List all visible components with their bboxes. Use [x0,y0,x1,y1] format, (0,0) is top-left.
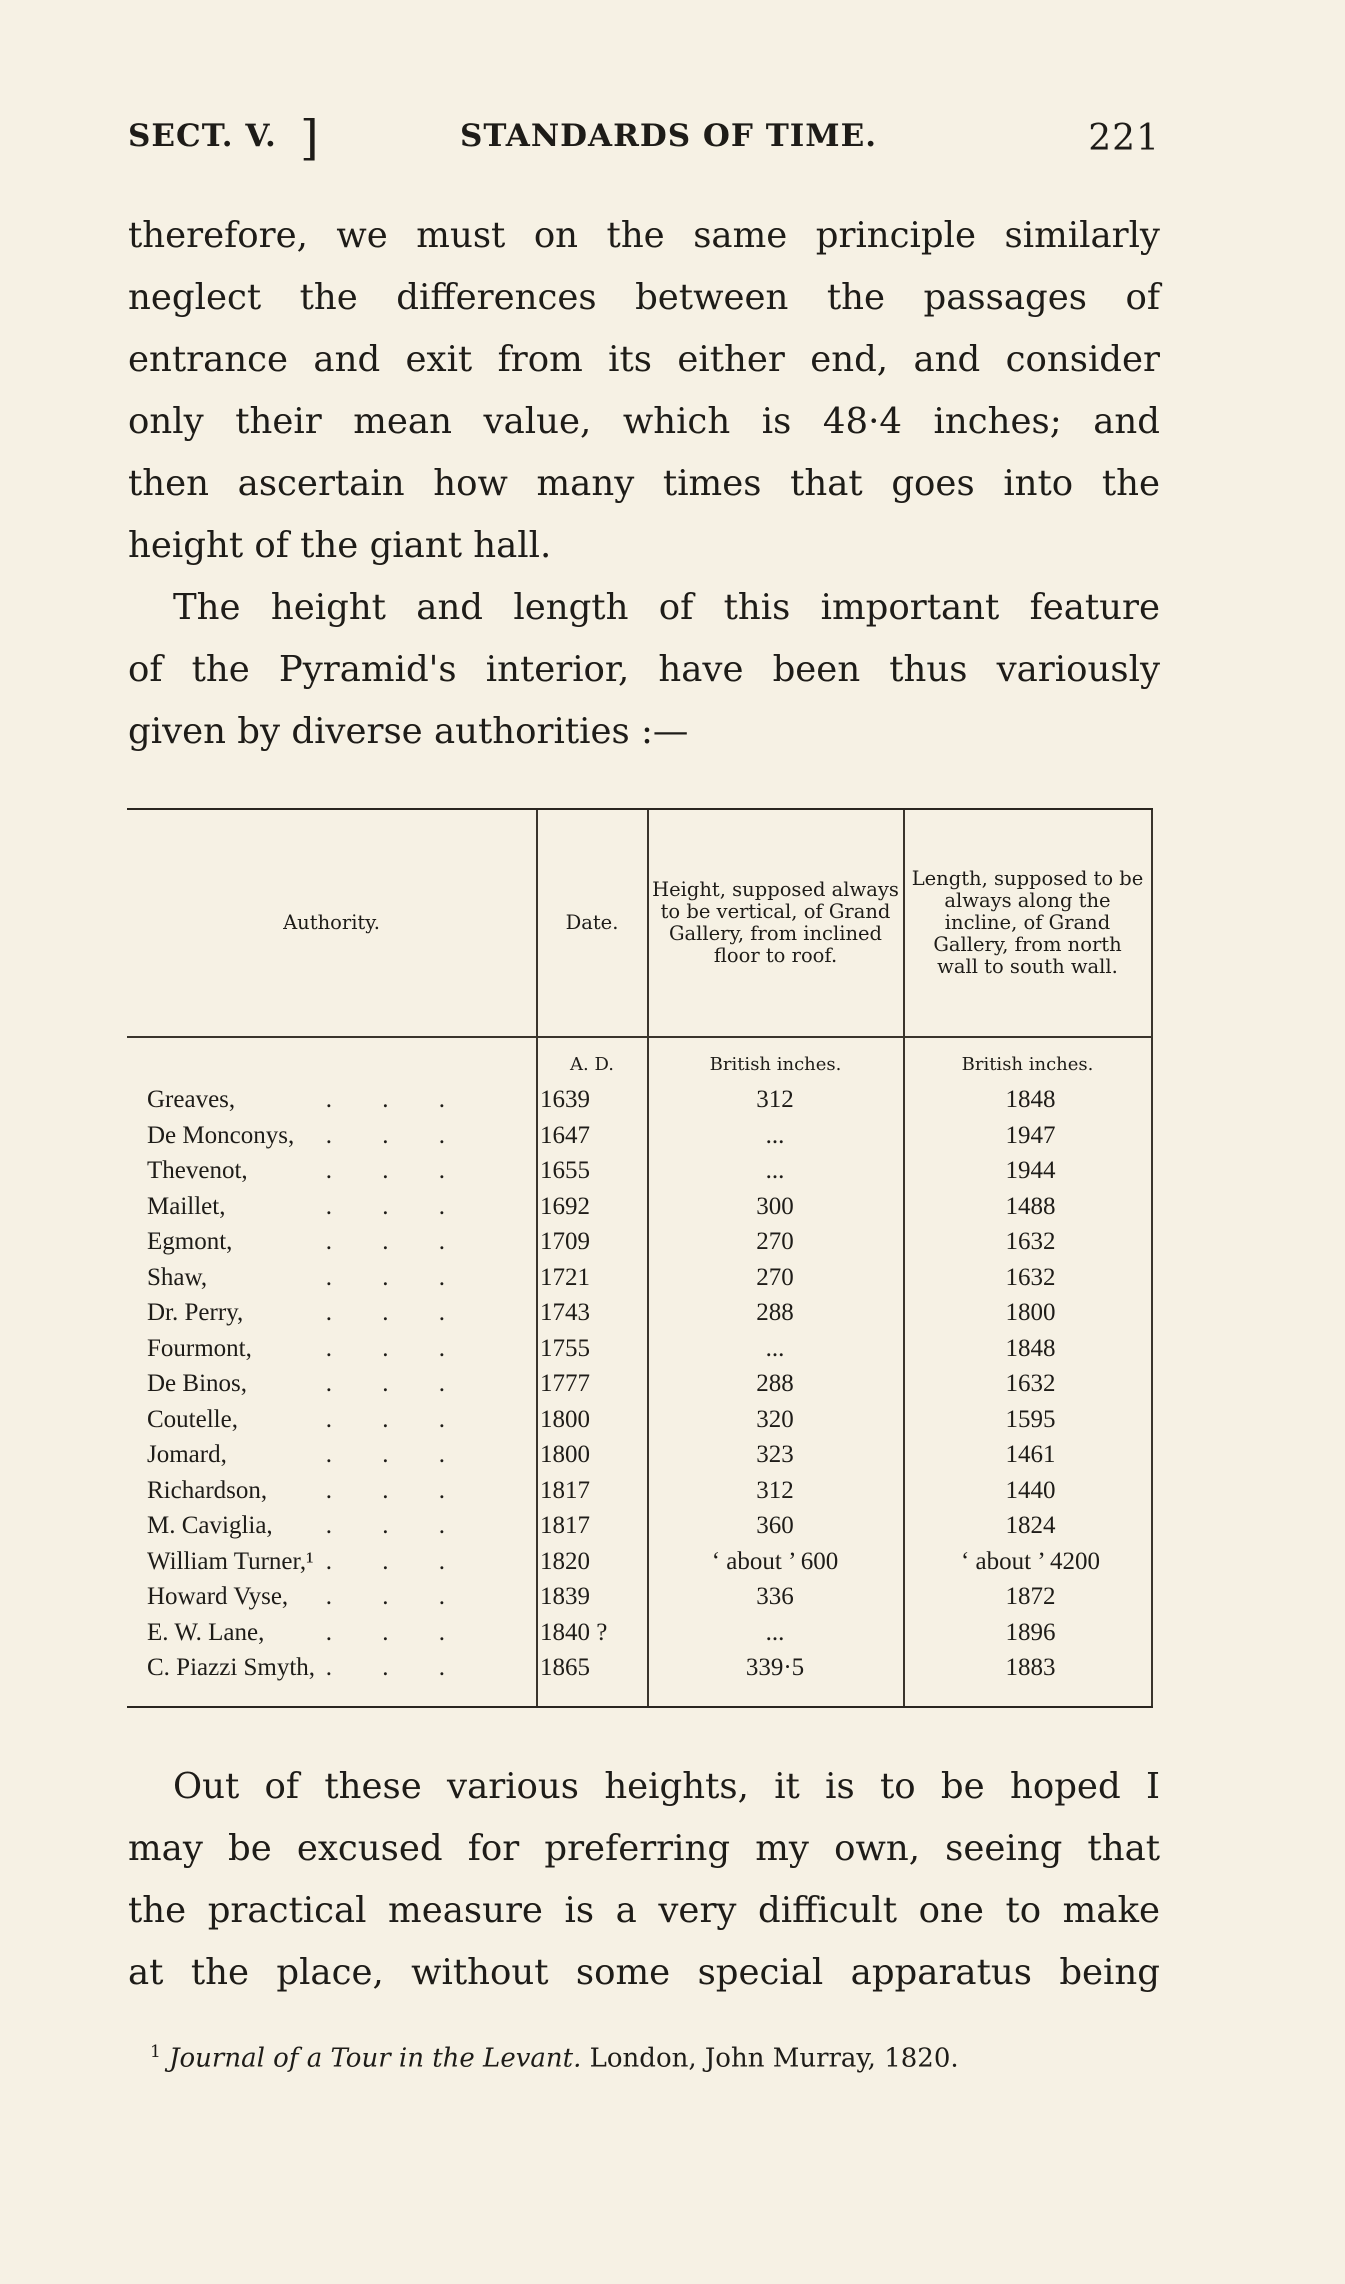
footnote [150,2042,1160,2074]
dot-leader: . . . [325,1228,467,1255]
height-cell: ... [765,1618,785,1646]
authority-cell [147,1366,467,1402]
length-cell: 1488 [1005,1192,1056,1220]
date-cell: 1817 [540,1512,590,1539]
footnote-publisher: London, John Murray, 1820. [589,2043,959,2074]
height-cell: 336 [756,1583,794,1610]
height-cell: 300 [756,1192,794,1220]
authority-name: Dr. Perry, [147,1299,244,1326]
date-cell: 1817 [540,1476,590,1504]
table-row [127,1650,1153,1686]
section-label: SECT. V. [128,118,277,154]
authority-name: Richardson, [147,1476,268,1504]
length-cell: 1848 [1005,1086,1056,1113]
table-row [127,1260,1153,1296]
length-cell: 1824 [1005,1512,1056,1539]
authority-name: Thevenot, [147,1157,248,1184]
date-cell: 1777 [540,1370,590,1397]
length-cell: 1632 [1005,1370,1056,1397]
date-cell: 1721 [540,1263,590,1291]
length-cell: ‘ about ’ 4200 [960,1547,1101,1575]
authority-name: Egmont, [147,1228,233,1255]
dot-leader: . . . [325,1299,467,1326]
header-length: Length, supposed to be always along the incline, of Grand Gallery, from north wall to south wall. [911,867,1144,978]
authority-name: Shaw, [147,1263,208,1291]
units-height: British inches. [709,1054,842,1075]
running-head [128,110,1160,168]
table-row [127,1402,1153,1438]
text-line: height of the giant hall. [128,525,552,566]
header-height: Height, supposed always to be vertical, of Grand Gallery, from inclined floor to roof. [652,878,899,967]
authority-name: William Turner,¹ [147,1547,314,1575]
header-authority: Authority. [283,911,380,934]
authority-name: Greaves, [147,1086,236,1113]
height-cell: 270 [756,1263,794,1291]
authority-name: C. Piazzi Smyth, [147,1654,316,1681]
units-date: A. D. [570,1054,614,1075]
table-row [127,1295,1153,1331]
date-cell: 1839 [540,1583,590,1610]
text-line: at the place, without some special apparatus being [128,1952,1160,1993]
dot-leader: . . . [325,1192,467,1220]
height-cell: 312 [756,1086,794,1113]
dot-leader: . . . [325,1618,467,1646]
dot-leader: . . . [325,1370,467,1397]
date-cell: 1639 [540,1086,590,1113]
authority-name: Maillet, [147,1192,226,1220]
text-line: neglect the differences between the passages of [128,277,1160,318]
dot-leader: . . . [325,1476,467,1504]
length-cell: 1461 [1005,1441,1056,1468]
height-cell: ... [765,1121,785,1149]
header-rule [127,1036,1153,1038]
length-cell: 1632 [1005,1228,1056,1255]
text-line: may be excused for preferring my own, seeing that [128,1828,1160,1869]
authority-cell [147,1260,467,1296]
table-row [127,1224,1153,1260]
text-line: Out of these various heights, it is to be hoped I [173,1766,1160,1807]
dot-leader: . . . [325,1654,467,1681]
table-row [127,1508,1153,1544]
authority-cell [147,1650,467,1686]
table-row [127,1331,1153,1367]
table-row [127,1082,1153,1118]
authority-name: De Binos, [147,1370,247,1397]
authority-cell [147,1579,467,1615]
table-row [127,1579,1153,1615]
length-cell: 1883 [1005,1654,1056,1681]
height-cell: ... [765,1334,785,1362]
authority-cell [147,1544,467,1580]
authorities-table [127,808,1153,1708]
length-cell: 1440 [1005,1476,1056,1504]
authority-cell [147,1224,467,1260]
table-row [127,1544,1153,1580]
paragraph-1 [128,205,1160,577]
date-cell: 1800 [540,1441,590,1468]
height-cell: 312 [756,1476,794,1504]
length-cell: 1595 [1005,1405,1056,1433]
date-cell: 1709 [540,1228,590,1255]
authority-name: Jomard, [147,1441,227,1468]
date-cell: 1743 [540,1299,590,1326]
authority-cell [147,1082,467,1118]
table-row [127,1615,1153,1651]
table-row [127,1189,1153,1225]
text-line: therefore, we must on the same principle similarly [128,215,1160,256]
authority-cell [147,1295,467,1331]
dot-leader: . . . [325,1441,467,1468]
authority-name: E. W. Lane, [147,1618,265,1646]
dot-leader: . . . [325,1157,467,1184]
date-cell: 1755 [540,1334,590,1362]
authority-cell [147,1153,467,1189]
authority-cell [147,1402,467,1438]
chapter-title: STANDARDS OF TIME. [460,118,878,154]
authority-cell [147,1437,467,1473]
height-cell: ... [765,1157,785,1184]
length-cell: 1800 [1005,1299,1056,1326]
height-cell: 323 [756,1441,794,1468]
text-line: given by diverse authorities :— [128,711,689,752]
table-row [127,1153,1153,1189]
authority-cell [147,1189,467,1225]
authority-name: Howard Vyse, [147,1583,289,1610]
table-row [127,1118,1153,1154]
dot-leader: . . . [325,1583,467,1610]
dot-leader: . . . [325,1121,467,1149]
length-cell: 1944 [1005,1157,1056,1184]
authority-name: De Monconys, [147,1121,295,1149]
footnote-title: Journal of a Tour in the Levant. [169,2043,582,2074]
height-cell: 360 [756,1512,794,1539]
height-cell: 288 [756,1370,794,1397]
authority-name: Coutelle, [147,1405,238,1433]
page-number: 221 [1088,118,1160,159]
text-line: entrance and exit from its either end, and consider [128,339,1160,380]
text-line: the practical measure is a very difficult one to make [128,1890,1160,1931]
dot-leader: . . . [325,1547,467,1575]
text-line: only their mean value, which is 48·4 inches; and [128,401,1160,442]
height-cell: 288 [756,1299,794,1326]
date-cell: 1692 [540,1192,590,1220]
date-cell: 1840 ? [540,1618,608,1646]
length-cell: 1872 [1005,1583,1056,1610]
text-line: then ascertain how many times that goes into the [128,463,1160,504]
date-cell: 1647 [540,1121,590,1149]
dot-leader: . . . [325,1512,467,1539]
text-line: The height and length of this important feature [173,587,1160,628]
authority-name: Fourmont, [147,1334,252,1362]
authority-cell [147,1615,467,1651]
date-cell: 1655 [540,1157,590,1184]
authority-cell [147,1118,467,1154]
header-date: Date. [565,911,619,934]
authority-cell [147,1508,467,1544]
units-length: British inches. [961,1054,1094,1075]
paragraph-3 [128,1756,1160,2004]
dot-leader: . . . [325,1405,467,1433]
date-cell: 1800 [540,1405,590,1433]
text-line: of the Pyramid's interior, have been thus variously [128,649,1160,690]
date-cell: 1865 [540,1654,590,1681]
table-row [127,1366,1153,1402]
dot-leader: . . . [325,1086,467,1113]
table-row [127,1437,1153,1473]
table-row [127,1473,1153,1509]
footnote-marker: 1 [150,2042,161,2062]
dot-leader: . . . [325,1263,467,1291]
paragraph-2 [128,577,1160,763]
height-cell: ‘ about ’ 600 [711,1547,839,1575]
authority-cell [147,1331,467,1367]
length-cell: 1848 [1005,1334,1056,1362]
length-cell: 1632 [1005,1263,1056,1291]
height-cell: 270 [756,1228,794,1255]
length-cell: 1947 [1005,1121,1056,1149]
authority-cell [147,1473,467,1509]
authority-name: M. Caviglia, [147,1512,273,1539]
section-bracket: ] [300,110,320,166]
date-cell: 1820 [540,1547,590,1575]
length-cell: 1896 [1005,1618,1056,1646]
height-cell: 339·5 [745,1654,805,1681]
height-cell: 320 [756,1405,794,1433]
dot-leader: . . . [325,1334,467,1362]
